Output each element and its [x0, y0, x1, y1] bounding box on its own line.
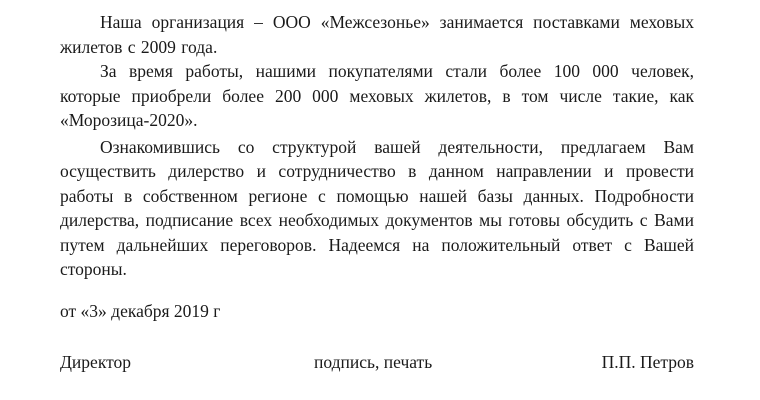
- letter-date: от «3» декабря 2019 г: [60, 301, 221, 321]
- paragraph-intro: Наша организация – ООО «Межсезонье» занимается поставками меховых жилетов с 2009 года.: [60, 12, 694, 57]
- signature-block: [60, 350, 694, 374]
- letter-body: [60, 10, 694, 282]
- signature-stamp-label: подпись, печать: [314, 352, 433, 372]
- paragraph-customers: За время работы, нашими покупателями стали более 100 000 человек, которые приобрели более 200 000 меховых жилетов, в том числе такие, как «Морозица-2020».: [60, 61, 694, 130]
- signer-name: П.П. Петров: [601, 352, 694, 372]
- paragraph-proposal: Ознакомившись со структурой вашей деятельности, предлагаем Вам осуществить дилерство и сотрудничество в данном направлении и провести работы в собственном регионе с помощью нашей базы данных. Подробности дилерства, подписание всех необходимых документов мы готовы обсудить с Вами путем дальнейших переговоров. Надеемся на положительный ответ с Вашей стороны.: [60, 136, 694, 279]
- signer-position: Директор: [60, 352, 132, 372]
